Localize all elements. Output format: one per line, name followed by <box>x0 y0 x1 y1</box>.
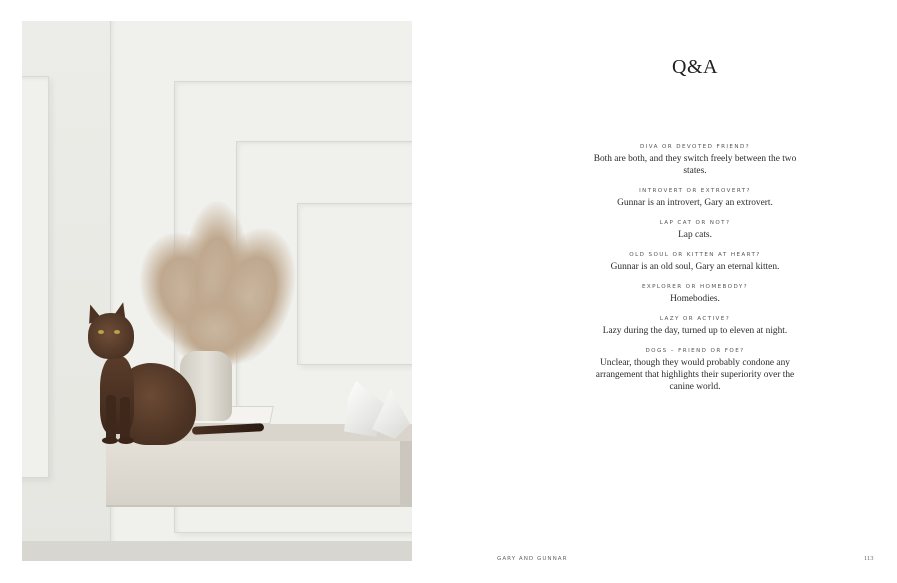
qa-answer: Lap cats. <box>678 230 712 240</box>
cat-photograph <box>22 21 412 561</box>
photo-floor <box>22 541 412 561</box>
qa-item <box>585 188 805 209</box>
qa-question: OLD SOUL OR KITTEN AT HEART? <box>629 252 761 258</box>
qa-question: DOGS – FRIEND OR FOE? <box>645 348 745 354</box>
qa-item <box>585 144 805 177</box>
cat-leg <box>106 395 116 441</box>
qa-list <box>585 144 805 404</box>
qa-item <box>585 252 805 273</box>
qa-answer: Unclear, though they would probably condone any arrangement that highlights their superiority over the canine world. <box>595 358 795 392</box>
qa-question: LAZY OR ACTIVE? <box>659 316 731 322</box>
qa-answer: Gunnar is an introvert, Gary an extrovert. <box>617 198 773 208</box>
qa-item <box>585 220 805 241</box>
cat-head <box>88 313 134 359</box>
cat-eye <box>114 330 120 334</box>
shelf-side <box>400 441 412 507</box>
floating-shelf <box>106 441 412 507</box>
qa-question: INTROVERT OR EXTROVERT? <box>639 188 751 194</box>
qa-answer: Both are both, and they switch freely between the two states. <box>593 154 797 176</box>
page-title: Q&A <box>672 56 718 78</box>
qa-item <box>585 348 805 393</box>
qa-question: LAP CAT OR NOT? <box>659 220 731 226</box>
qa-question: DIVA OR DEVOTED FRIEND? <box>639 144 751 150</box>
qa-answer: Gunnar is an old soul, Gary an eternal kitten. <box>610 262 780 272</box>
page-number: 113 <box>864 555 874 562</box>
cat-eye <box>98 330 104 334</box>
cat-paw <box>118 437 134 444</box>
wall-panel <box>22 76 49 478</box>
qa-answer: Homebodies. <box>670 294 720 304</box>
qa-answer: Lazy during the day, turned up to eleven at night. <box>602 326 788 336</box>
wall-panel <box>297 203 412 365</box>
running-footer: GARY AND GUNNAR <box>497 556 568 562</box>
cat-paw <box>102 437 118 444</box>
qa-item <box>585 284 805 305</box>
qa-question: EXPLORER OR HOMEBODY? <box>641 284 749 290</box>
qa-item <box>585 316 805 337</box>
